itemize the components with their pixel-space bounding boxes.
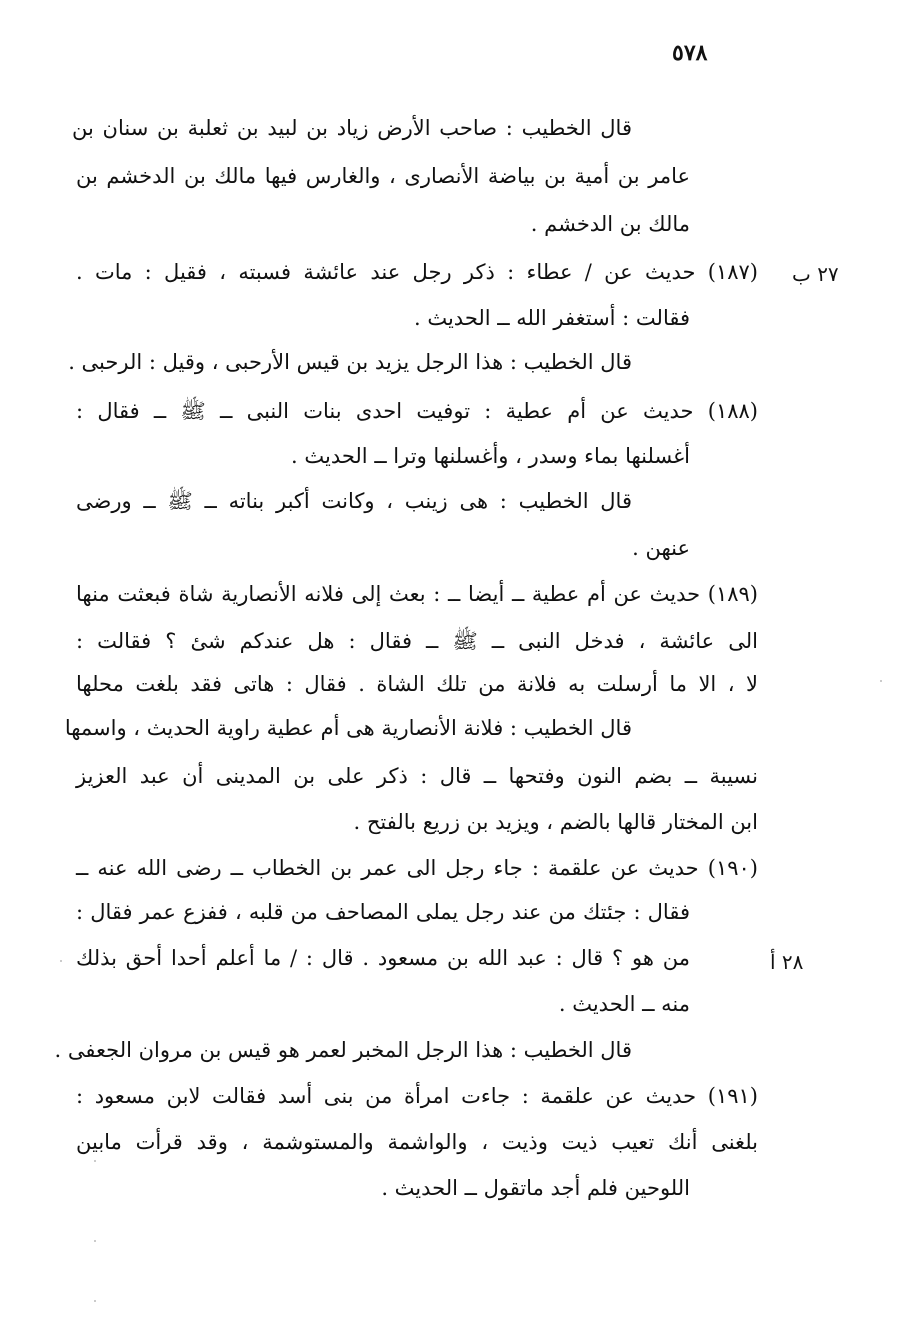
scan-speck (94, 1300, 96, 1302)
text-line: (١٨٨) حديث عن أم عطية : توفيت احدى بنات النبى ــ ﷺ ــ فقال : (76, 399, 758, 423)
text-line: لا ، الا ما أرسلت به فلانة من تلك الشاة . فقال : هاتى فقد بلغت محلها (76, 672, 758, 696)
text-line: بلغنى أنك تعيب ذيت وذيت ، والواشمة والمستوشمة ، وقد قرأت مابين (76, 1130, 758, 1154)
text-line: عامر بن أمية بن بياضة الأنصارى ، والغارس فيها مالك بن الدخشم بن (76, 164, 690, 188)
text-line: قال الخطيب : صاحب الأرض زياد بن لبيد بن ثعلبة بن سنان بن (72, 116, 632, 140)
text-line: قال الخطيب : هى زينب ، وكانت أكبر بناته ــ ﷺ ــ ورضى (76, 489, 632, 513)
text-line: نسيبة ــ بضم النون وفتحها ــ قال : ذكر على بن المدينى أن عبد العزيز (76, 764, 758, 788)
text-line: فقالت : أستغفر الله ــ الحديث . (413, 306, 690, 330)
text-line: من هو ؟ قال : عبد الله بن مسعود . قال : / ما أعلم أحدا أحق بذلك (76, 946, 690, 970)
text-line: ابن المختار قالها بالضم ، ويزيد بن زريع بالفتح . (353, 810, 758, 834)
text-line: مالك بن الدخشم . (530, 212, 690, 236)
text-line: اللوحين فلم أجد ماتقول ــ الحديث . (381, 1176, 690, 1200)
folio-marker-28a: ٢٨ أ (770, 950, 804, 974)
text-line: (١٨٧) حديث عن / عطاء : ذكر رجل عند عائشة فسبته ، فقيل : مات . (76, 260, 758, 284)
scan-speck (94, 1160, 96, 1162)
text-line: فقال : جئتك من عند رجل يملى المصاحف من قلبه ، ففزع عمر فقال : (76, 900, 690, 924)
text-line: (١٨٩) حديث عن أم عطية ــ أيضا ــ : بعث إلى فلانه الأنصارية شاة فبعثت منها (76, 582, 758, 606)
text-line: (١٩٠) حديث عن علقمة : جاء رجل الى عمر بن الخطاب ــ رضى الله عنه ــ (76, 856, 758, 880)
text-line: (١٩١) حديث عن علقمة : جاءت امرأة من بنى أسد فقالت لابن مسعود : (76, 1084, 758, 1108)
folio-marker-27b: ٢٧ ب (792, 262, 839, 286)
text-line: عنهن . (632, 536, 690, 560)
text-line: قال الخطيب : هذا الرجل يزيد بن قيس الأرحبى ، وقيل : الرحبى . (68, 350, 632, 374)
scan-speck (880, 680, 882, 682)
text-line: قال الخطيب : فلانة الأنصارية هى أم عطية راوية الحديث ، واسمها (64, 716, 632, 740)
text-line: أغسلنها بماء وسدر ، وأغسلنها وترا ــ الحديث . (291, 444, 690, 468)
scan-speck (94, 1240, 96, 1242)
text-line: قال الخطيب : هذا الرجل المخبر لعمر هو قيس بن مروان الجعفى . (54, 1038, 632, 1062)
page-number: ٥٧٨ (672, 40, 708, 66)
text-line: منه ــ الحديث . (558, 992, 690, 1016)
text-line: الى عائشة ، فدخل النبى ــ ﷺ ــ فقال : هل عندكم شئ ؟ فقالت : (76, 629, 758, 653)
scan-speck (60, 960, 62, 962)
